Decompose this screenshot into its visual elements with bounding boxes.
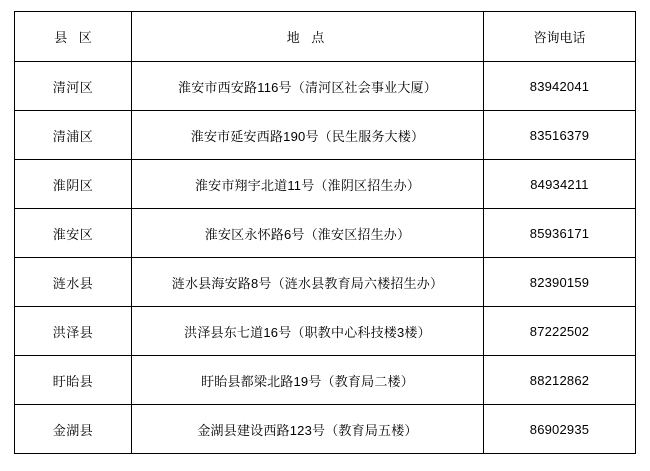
cell-place: 盱眙县都梁北路19号（教育局二楼） [132, 356, 484, 405]
table-row [15, 160, 636, 209]
column-header-place: 地 点 [132, 12, 484, 62]
table-row [15, 356, 636, 405]
county-contact-table [14, 11, 636, 454]
cell-county: 淮安区 [15, 209, 132, 258]
cell-place: 淮安市西安路116号（清河区社会事业大厦） [132, 62, 484, 111]
cell-county: 洪泽县 [15, 307, 132, 356]
cell-phone: 83516379 [484, 111, 636, 160]
cell-place: 洪泽县东七道16号（职教中心科技楼3楼） [132, 307, 484, 356]
cell-place: 淮安市翔宇北道11号（淮阴区招生办） [132, 160, 484, 209]
cell-phone: 88212862 [484, 356, 636, 405]
cell-county: 盱眙县 [15, 356, 132, 405]
cell-phone: 83942041 [484, 62, 636, 111]
table-row [15, 405, 636, 454]
cell-place: 金湖县建设西路123号（教育局五楼） [132, 405, 484, 454]
column-header-county: 县 区 [15, 12, 132, 62]
cell-phone: 82390159 [484, 258, 636, 307]
table-row [15, 62, 636, 111]
cell-place: 淮安区永怀路6号（淮安区招生办） [132, 209, 484, 258]
table-header-row [15, 12, 636, 62]
cell-phone: 84934211 [484, 160, 636, 209]
table-row [15, 111, 636, 160]
table-row [15, 258, 636, 307]
table-body [15, 62, 636, 454]
cell-county: 清河区 [15, 62, 132, 111]
cell-phone: 87222502 [484, 307, 636, 356]
table-row [15, 307, 636, 356]
cell-county: 涟水县 [15, 258, 132, 307]
cell-county: 淮阴区 [15, 160, 132, 209]
cell-county: 金湖县 [15, 405, 132, 454]
table-row [15, 209, 636, 258]
table-header [15, 12, 636, 62]
column-header-phone: 咨询电话 [484, 12, 636, 62]
cell-place: 淮安市延安西路190号（民生服务大楼） [132, 111, 484, 160]
cell-phone: 86902935 [484, 405, 636, 454]
cell-place: 涟水县海安路8号（涟水县教育局六楼招生办） [132, 258, 484, 307]
cell-county: 清浦区 [15, 111, 132, 160]
cell-phone: 85936171 [484, 209, 636, 258]
